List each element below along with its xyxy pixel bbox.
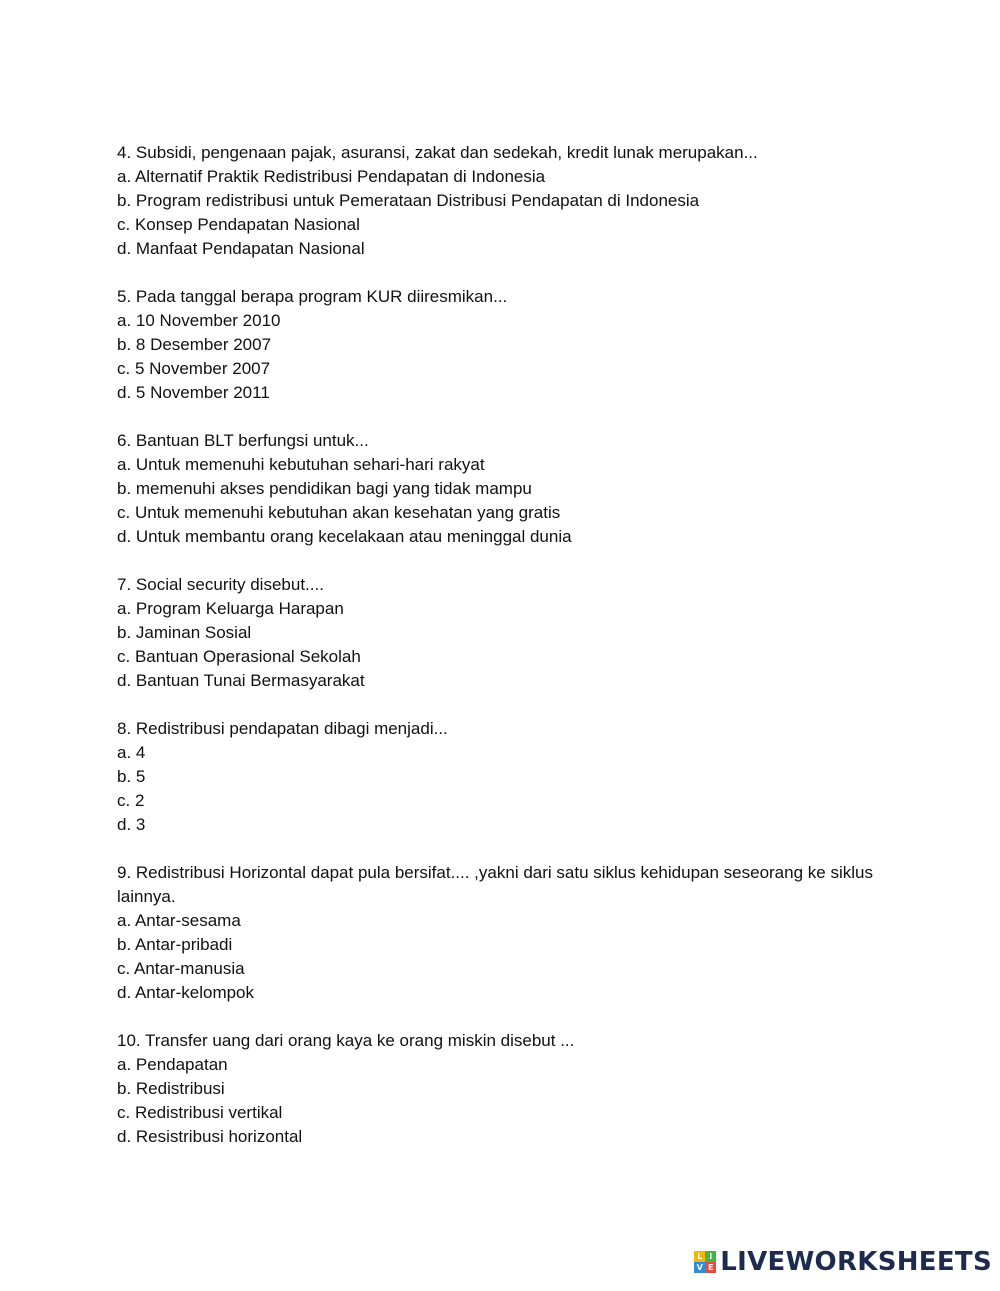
question-block bbox=[117, 285, 887, 405]
logo-mark-letter: V bbox=[694, 1262, 705, 1273]
answer-option: b. 8 Desember 2007 bbox=[117, 335, 272, 354]
answer-option: c. 2 bbox=[117, 791, 145, 810]
logo-mark-letter: E bbox=[705, 1262, 716, 1273]
answer-option: a. Antar-sesama bbox=[117, 911, 241, 930]
answer-option: d. Bantuan Tunai Bermasyarakat bbox=[117, 671, 365, 690]
answer-option: c. Redistribusi vertikal bbox=[117, 1103, 283, 1122]
question-text: 4. Subsidi, pengenaan pajak, asuransi, zakat dan sedekah, kredit lunak merupakan... bbox=[117, 143, 758, 162]
question-text: 10. Transfer uang dari orang kaya ke orang miskin disebut ... bbox=[117, 1031, 575, 1050]
worksheet-page bbox=[117, 141, 887, 1173]
question-block bbox=[117, 573, 887, 693]
answer-option: a. Alternatif Praktik Redistribusi Pendapatan di Indonesia bbox=[117, 167, 546, 186]
answer-option: c. Untuk memenuhi kebutuhan akan kesehatan yang gratis bbox=[117, 503, 561, 522]
question-block bbox=[117, 141, 887, 261]
question-text: 5. Pada tanggal berapa program KUR diiresmikan... bbox=[117, 287, 508, 306]
liveworksheets-logo-icon bbox=[694, 1251, 716, 1273]
question-block bbox=[117, 861, 887, 1005]
logo-mark-letter: L bbox=[694, 1251, 705, 1262]
logo-text: LIVEWORKSHEETS bbox=[720, 1247, 992, 1277]
answer-option: c. 5 November 2007 bbox=[117, 359, 271, 378]
answer-option: d. 3 bbox=[117, 815, 146, 834]
answer-option: a. 4 bbox=[117, 743, 146, 762]
answer-option: b. Program redistribusi untuk Pemerataan Distribusi Pendapatan di Indonesia bbox=[117, 191, 700, 210]
answer-option: d. 5 November 2011 bbox=[117, 383, 270, 402]
answer-option: d. Manfaat Pendapatan Nasional bbox=[117, 239, 365, 258]
question-text: 7. Social security disebut.... bbox=[117, 575, 324, 594]
answer-option: d. Untuk membantu orang kecelakaan atau meninggal dunia bbox=[117, 527, 572, 546]
question-block bbox=[117, 1029, 887, 1149]
answer-option: b. memenuhi akses pendidikan bagi yang tidak mampu bbox=[117, 479, 532, 498]
question-block bbox=[117, 717, 887, 837]
answer-option: c. Konsep Pendapatan Nasional bbox=[117, 215, 360, 234]
question-text: 9. Redistribusi Horizontal dapat pula bersifat.... ,yakni dari satu siklus kehidupan seseorang ke siklus lainnya. bbox=[117, 863, 873, 906]
answer-option: b. Jaminan Sosial bbox=[117, 623, 252, 642]
logo-mark-letter: I bbox=[705, 1251, 716, 1262]
answer-option: c. Antar-manusia bbox=[117, 959, 245, 978]
answer-option: b. Antar-pribadi bbox=[117, 935, 233, 954]
answer-option: d. Resistribusi horizontal bbox=[117, 1127, 303, 1146]
answer-option: c. Bantuan Operasional Sekolah bbox=[117, 647, 361, 666]
answer-option: a. 10 November 2010 bbox=[117, 311, 281, 330]
question-text: 6. Bantuan BLT berfungsi untuk... bbox=[117, 431, 369, 450]
answer-option: a. Pendapatan bbox=[117, 1055, 228, 1074]
question-text: 8. Redistribusi pendapatan dibagi menjadi... bbox=[117, 719, 448, 738]
answer-option: d. Antar-kelompok bbox=[117, 983, 255, 1002]
liveworksheets-logo bbox=[694, 1247, 992, 1277]
answer-option: b. 5 bbox=[117, 767, 146, 786]
answer-option: a. Untuk memenuhi kebutuhan sehari-hari rakyat bbox=[117, 455, 485, 474]
question-block bbox=[117, 429, 887, 549]
answer-option: a. Program Keluarga Harapan bbox=[117, 599, 344, 618]
answer-option: b. Redistribusi bbox=[117, 1079, 225, 1098]
